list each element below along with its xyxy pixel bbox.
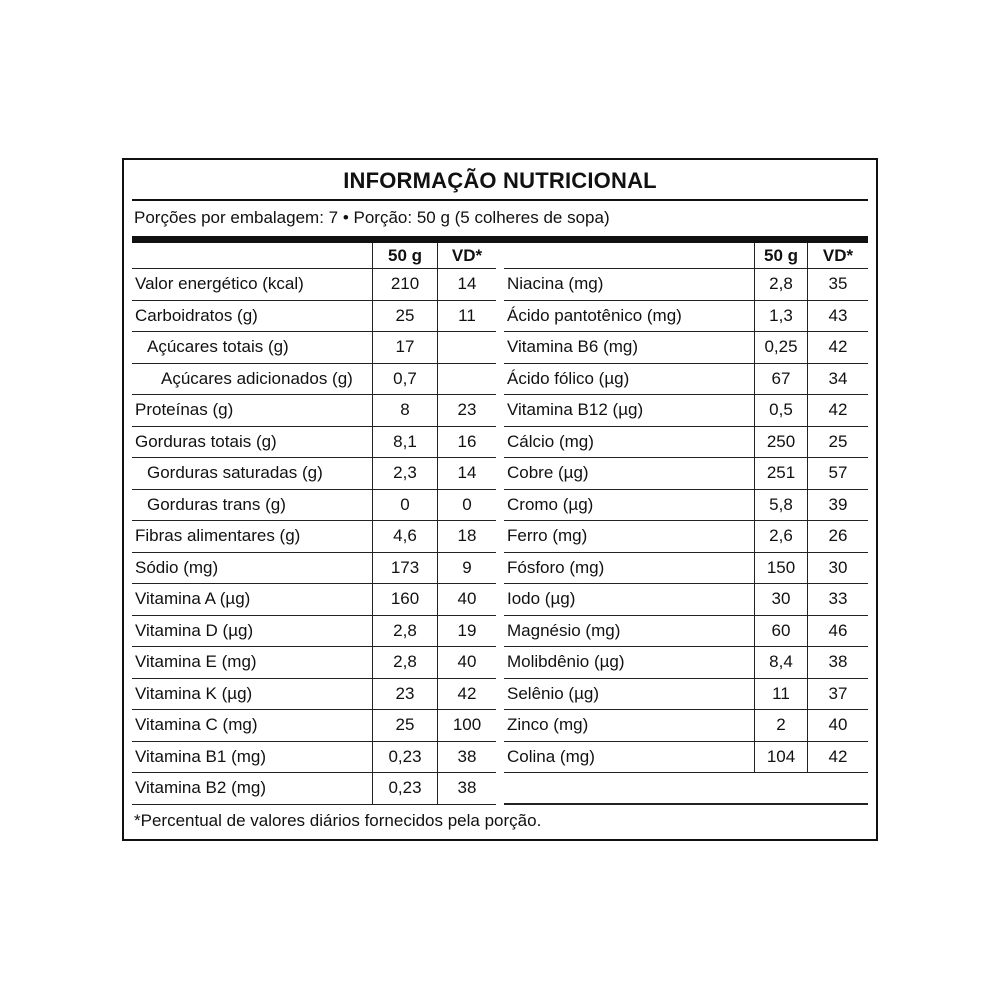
nutrition-table-left	[132, 243, 496, 805]
table-row	[132, 773, 496, 805]
nutrition-table-right	[504, 243, 868, 805]
row-label: Açúcares adicionados (g)	[161, 368, 353, 388]
row-amount: 8,1	[372, 427, 437, 458]
column-header-blank	[504, 243, 754, 268]
table-row	[132, 427, 496, 459]
table-row	[132, 269, 496, 301]
row-dv: 42	[807, 332, 868, 363]
row-dv: 57	[807, 458, 868, 489]
row-dv	[437, 364, 496, 395]
row-dv: 23	[437, 395, 496, 426]
row-amount: 0,7	[372, 364, 437, 395]
row-label: Vitamina A (µg)	[135, 589, 251, 609]
row-dv: 43	[807, 301, 868, 332]
table-row	[504, 395, 868, 427]
table-row	[132, 364, 496, 396]
table-row	[504, 584, 868, 616]
row-dv: 38	[437, 742, 496, 773]
row-amount: 67	[754, 364, 807, 395]
row-amount: 11	[754, 679, 807, 710]
row-dv: 11	[437, 301, 496, 332]
table-row	[132, 490, 496, 522]
row-label: Niacina (mg)	[507, 274, 604, 294]
row-dv: 38	[807, 647, 868, 678]
row-label: Molibdênio (µg)	[507, 652, 625, 672]
row-amount: 2,8	[372, 647, 437, 678]
table-row	[132, 301, 496, 333]
row-amount: 5,8	[754, 490, 807, 521]
row-dv: 42	[807, 395, 868, 426]
row-dv: 19	[437, 616, 496, 647]
table-row	[132, 584, 496, 616]
row-label: Gorduras trans (g)	[147, 494, 286, 514]
row-label: Vitamina D (µg)	[135, 620, 254, 640]
table-row	[132, 679, 496, 711]
row-label: Vitamina K (µg)	[135, 683, 253, 703]
footnote: *Percentual de valores diários fornecidos pela porção.	[134, 810, 542, 830]
nutrition-title: INFORMAÇÃO NUTRICIONAL	[343, 168, 657, 193]
row-label: Magnésio (mg)	[507, 620, 621, 640]
table-row	[504, 521, 868, 553]
table-row	[132, 616, 496, 648]
row-label: Fibras alimentares (g)	[135, 526, 301, 546]
table-row	[504, 301, 868, 333]
table-header-row	[132, 243, 496, 269]
row-label: Iodo (µg)	[507, 589, 576, 609]
row-amount: 30	[754, 584, 807, 615]
table-row	[504, 616, 868, 648]
row-dv: 46	[807, 616, 868, 647]
row-label: Vitamina C (mg)	[135, 715, 258, 735]
table-row	[504, 679, 868, 711]
row-amount: 173	[372, 553, 437, 584]
column-header-dv: VD*	[437, 243, 496, 268]
row-dv: 42	[807, 742, 868, 773]
table-row	[504, 269, 868, 301]
row-amount: 150	[754, 553, 807, 584]
table-row	[132, 710, 496, 742]
row-label: Gorduras saturadas (g)	[147, 463, 323, 483]
row-amount: 23	[372, 679, 437, 710]
table-header-row	[504, 243, 868, 269]
row-label: Vitamina B2 (mg)	[135, 778, 267, 798]
row-amount: 1,3	[754, 301, 807, 332]
row-dv: 39	[807, 490, 868, 521]
table-body-right	[504, 269, 868, 805]
row-amount: 0,25	[754, 332, 807, 363]
column-header-dv: VD*	[807, 243, 868, 268]
row-amount: 0	[372, 490, 437, 521]
row-amount: 25	[372, 710, 437, 741]
row-amount: 0,23	[372, 742, 437, 773]
row-dv: 34	[807, 364, 868, 395]
row-label: Zinco (mg)	[507, 715, 589, 735]
row-label: Proteínas (g)	[135, 400, 234, 420]
table-filler-row	[504, 773, 868, 805]
row-label: Cobre (µg)	[507, 463, 589, 483]
row-label: Ácido fólico (µg)	[507, 368, 630, 388]
table-row	[132, 521, 496, 553]
row-amount: 0,5	[754, 395, 807, 426]
row-dv: 40	[437, 647, 496, 678]
table-row	[504, 332, 868, 364]
row-dv: 37	[807, 679, 868, 710]
row-dv: 18	[437, 521, 496, 552]
row-amount: 8,4	[754, 647, 807, 678]
nutrition-tables	[132, 243, 868, 805]
row-amount: 17	[372, 332, 437, 363]
table-row	[504, 427, 868, 459]
row-label: Gorduras totais (g)	[135, 431, 277, 451]
row-label: Vitamina B1 (mg)	[135, 746, 267, 766]
row-dv: 100	[437, 710, 496, 741]
row-label: Cálcio (mg)	[507, 431, 594, 451]
table-row	[504, 490, 868, 522]
row-amount: 104	[754, 742, 807, 773]
row-amount: 2,8	[754, 269, 807, 300]
row-dv: 9	[437, 553, 496, 584]
row-dv: 14	[437, 458, 496, 489]
row-label: Vitamina E (mg)	[135, 652, 257, 672]
row-dv: 16	[437, 427, 496, 458]
table-row	[504, 458, 868, 490]
nutrition-facts-panel	[122, 158, 878, 841]
table-row	[132, 458, 496, 490]
row-amount: 2,3	[372, 458, 437, 489]
table-row	[504, 742, 868, 774]
row-amount: 2	[754, 710, 807, 741]
table-row	[504, 364, 868, 396]
row-label: Cromo (µg)	[507, 494, 594, 514]
row-label: Açúcares totais (g)	[147, 337, 289, 357]
row-dv: 35	[807, 269, 868, 300]
column-header-amount: 50 g	[754, 243, 807, 268]
row-dv: 30	[807, 553, 868, 584]
row-label: Ferro (mg)	[507, 526, 588, 546]
row-label: Selênio (µg)	[507, 683, 600, 703]
row-label: Colina (mg)	[507, 746, 595, 766]
row-dv	[437, 332, 496, 363]
row-dv: 40	[437, 584, 496, 615]
row-amount: 60	[754, 616, 807, 647]
table-row	[504, 647, 868, 679]
row-amount: 251	[754, 458, 807, 489]
row-dv: 40	[807, 710, 868, 741]
row-dv: 33	[807, 584, 868, 615]
row-label: Fósforo (mg)	[507, 557, 605, 577]
row-amount: 25	[372, 301, 437, 332]
column-header-blank	[132, 243, 372, 268]
table-body-left	[132, 269, 496, 805]
table-row	[132, 742, 496, 774]
header-bar	[132, 236, 868, 243]
row-amount: 2,6	[754, 521, 807, 552]
row-dv: 14	[437, 269, 496, 300]
row-amount: 250	[754, 427, 807, 458]
column-header-amount: 50 g	[372, 243, 437, 268]
row-dv: 42	[437, 679, 496, 710]
serving-info: Porções por embalagem: 7 • Porção: 50 g (5 colheres de sopa)	[134, 208, 610, 227]
row-dv: 38	[437, 773, 496, 804]
table-row	[132, 647, 496, 679]
table-row	[132, 332, 496, 364]
row-label: Vitamina B6 (mg)	[507, 337, 639, 357]
row-dv: 25	[807, 427, 868, 458]
row-amount: 4,6	[372, 521, 437, 552]
table-row	[504, 553, 868, 585]
row-label: Sódio (mg)	[135, 557, 219, 577]
row-amount: 2,8	[372, 616, 437, 647]
table-row	[132, 395, 496, 427]
row-dv: 0	[437, 490, 496, 521]
row-label: Vitamina B12 (µg)	[507, 400, 644, 420]
row-amount: 210	[372, 269, 437, 300]
row-label: Ácido pantotênico (mg)	[507, 305, 682, 325]
row-amount: 160	[372, 584, 437, 615]
table-row	[504, 710, 868, 742]
table-row	[132, 553, 496, 585]
row-label: Valor energético (kcal)	[135, 274, 304, 294]
row-amount: 8	[372, 395, 437, 426]
row-amount: 0,23	[372, 773, 437, 804]
row-label: Carboidratos (g)	[135, 305, 258, 325]
row-dv: 26	[807, 521, 868, 552]
